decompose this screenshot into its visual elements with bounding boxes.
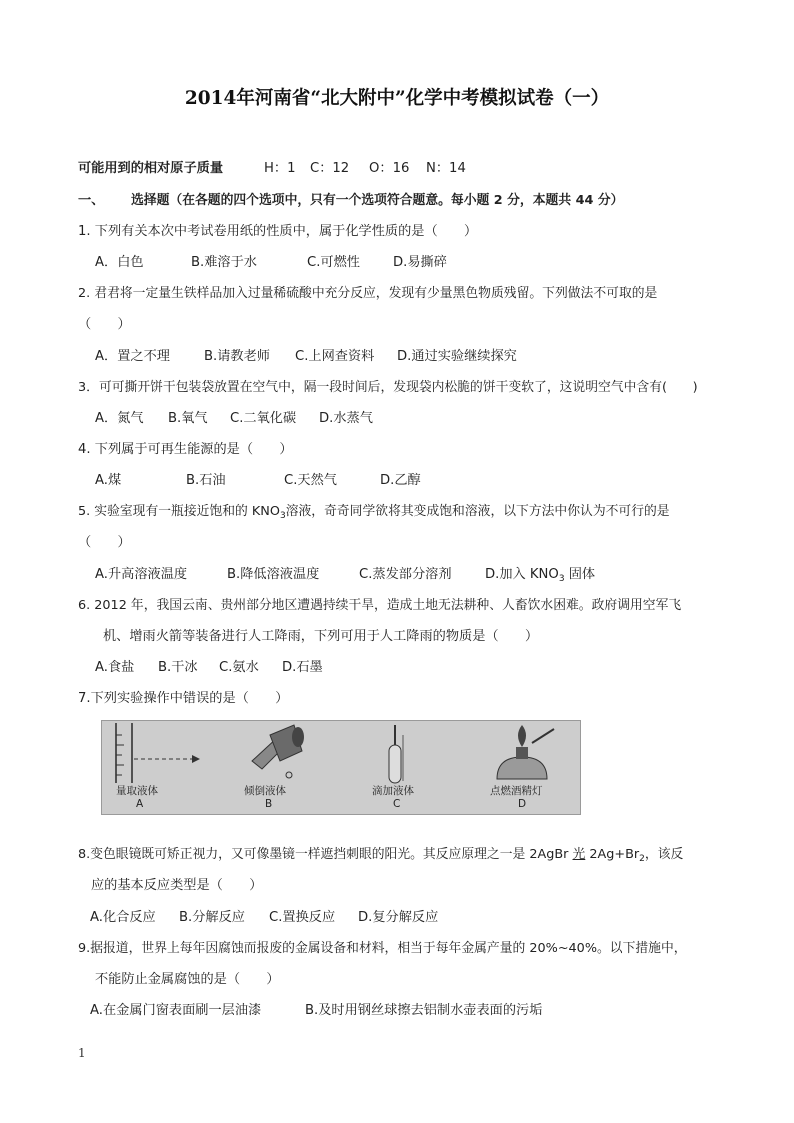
q8-option-c: C.置换反应 [269, 910, 336, 925]
q1-option-c: C.可燃性 [307, 255, 360, 270]
q3-option-a: A．氮气 [95, 411, 144, 426]
question-4-stem: 4. 下列属于可再生能源的是（ ） [78, 442, 293, 457]
q4-option-c: C.天然气 [284, 473, 337, 488]
q4-option-b: B.石油 [186, 473, 226, 488]
question-5-stem-2: （ ） [78, 535, 131, 550]
q5-stem-part-b: 溶液，奇奇同学欲将其变成饱和溶液，以下方法中你认为不可行的是 [285, 504, 670, 519]
q4-option-d: D.乙醇 [380, 473, 421, 488]
atomic-mass-o: O：16 [369, 161, 410, 176]
q1-option-d: D.易撕碎 [393, 255, 447, 270]
q5-stem-subscript: 3 [279, 511, 286, 521]
q5-option-a: A.升高溶液温度 [95, 567, 188, 582]
question-6-stem-2: 机、增雨火箭等装备进行人工降雨，下列可用于人工降雨的物质是（ ） [103, 629, 539, 644]
q5-option-d-part-b: 固体 [564, 567, 596, 582]
section-number: 一、 [78, 193, 105, 208]
q6-option-c: C.氨水 [219, 660, 259, 675]
figure-letter-b: B [265, 798, 273, 810]
figure-label-c: 滴加液体 [372, 785, 414, 797]
q6-option-a: A.食盐 [95, 660, 135, 675]
atomic-mass-label: 可能用到的相对原子质量 [78, 161, 224, 176]
q9-option-a: A.在金属门窗表面刷一层油漆 [90, 1003, 262, 1018]
figure-label-a: 量取液体 [116, 785, 158, 797]
question-5-stem [78, 500, 670, 521]
question-9-stem: 9.据报道，世界上每年因腐蚀而报废的金属设备和材料，相当于每年金属产量的 20%~40%。以下措施中， [78, 941, 687, 956]
question-2-stem: 2. 君君将一定量生铁样品加入过量稀硫酸中充分反应，发现有少量黑色物质残留。下列做法不可取的是 [78, 286, 658, 301]
figure-drawing [102, 721, 580, 814]
question-8-stem-2: 应的基本反应类型是（ ） [91, 878, 263, 893]
q5-option-d [485, 563, 595, 584]
q3-option-d: D.水蒸气 [319, 411, 373, 426]
q9-option-b: B.及时用钢丝球擦去铝制水壶表面的污垢 [305, 1003, 543, 1018]
page-number: 1 [78, 1046, 86, 1060]
q6-option-b: B.干冰 [158, 660, 198, 675]
page-title: 2014年河南省“北大附中”化学中考模拟试卷（一） [184, 88, 610, 109]
q8-option-b: B.分解反应 [179, 910, 245, 925]
section-heading: 选择题（在各题的四个选项中，只有一个选项符合题意。每小题 2 分，本题共 44 分） [131, 193, 624, 208]
q2-option-c: C.上网查资料 [295, 349, 375, 364]
q4-option-a: A.煤 [95, 473, 122, 488]
q3-option-c: C.二氧化碳 [230, 411, 297, 426]
figure-label-d: 点燃酒精灯 [490, 785, 543, 797]
question-2-stem-2: （ ） [78, 317, 131, 332]
q1-option-a: A．白色 [95, 255, 144, 270]
question-8-stem [78, 843, 683, 864]
q8-stem-part-b: 2Ag+Br [585, 847, 640, 862]
q5-stem-part-a: 5. 实验室现有一瓶接近饱和的 KNO [78, 504, 280, 519]
q5-option-d-part-a: D.加入 KNO [485, 567, 559, 582]
q3-option-b: B.氧气 [168, 411, 208, 426]
q8-option-d: D.复分解反应 [358, 910, 439, 925]
q5-option-d-subscript: 3 [558, 574, 565, 584]
figure-letter-d: D [518, 798, 527, 810]
q2-option-d: D.通过实验继续探究 [397, 349, 517, 364]
figure-letter-c: C [393, 798, 401, 810]
figure-label-b: 倾倒液体 [244, 785, 286, 797]
q8-reaction-condition: 光 [572, 847, 586, 862]
question-1-stem: 1. 下列有关本次中考试卷用纸的性质中，属于化学性质的是（ ） [78, 224, 478, 239]
experiment-figure [101, 720, 581, 815]
q5-option-b: B.降低溶液温度 [227, 567, 320, 582]
q8-option-a: A.化合反应 [90, 910, 156, 925]
q2-option-b: B.请教老师 [204, 349, 270, 364]
q8-stem-part-a: 8.变色眼镜既可矫正视力，又可像墨镜一样遮挡刺眼的阳光。其反应原理之一是 2AgBr [78, 847, 573, 862]
q6-option-d: D.石墨 [282, 660, 323, 675]
q5-option-c: C.蒸发部分溶剂 [359, 567, 452, 582]
atomic-mass-h: H：1 [264, 161, 296, 176]
q2-option-a: A．置之不理 [95, 349, 170, 364]
figure-letter-a: A [136, 798, 144, 810]
q8-stem-subscript: 2 [639, 854, 645, 864]
q1-option-b: B.难溶于水 [191, 255, 257, 270]
q8-stem-part-c: ，该反 [644, 847, 684, 862]
atomic-mass-c: C：12 [310, 161, 350, 176]
atomic-mass-line [78, 157, 223, 176]
question-3-stem: 3．可可撕开饼干包装袋放置在空气中，隔一段时间后，发现袋内松脆的饼干变软了，这说明空气中含有( ) [78, 380, 698, 395]
question-9-stem-2: 不能防止金属腐蚀的是（ ） [95, 972, 280, 987]
question-7-stem: 7.下列实验操作中错误的是（ ） [78, 691, 289, 706]
atomic-mass-n: N：14 [426, 161, 466, 176]
question-6-stem: 6. 2012 年，我国云南、贵州部分地区遭遇持续干旱，造成土地无法耕种、人畜饮水困难。政府调用空军飞 [78, 598, 682, 613]
